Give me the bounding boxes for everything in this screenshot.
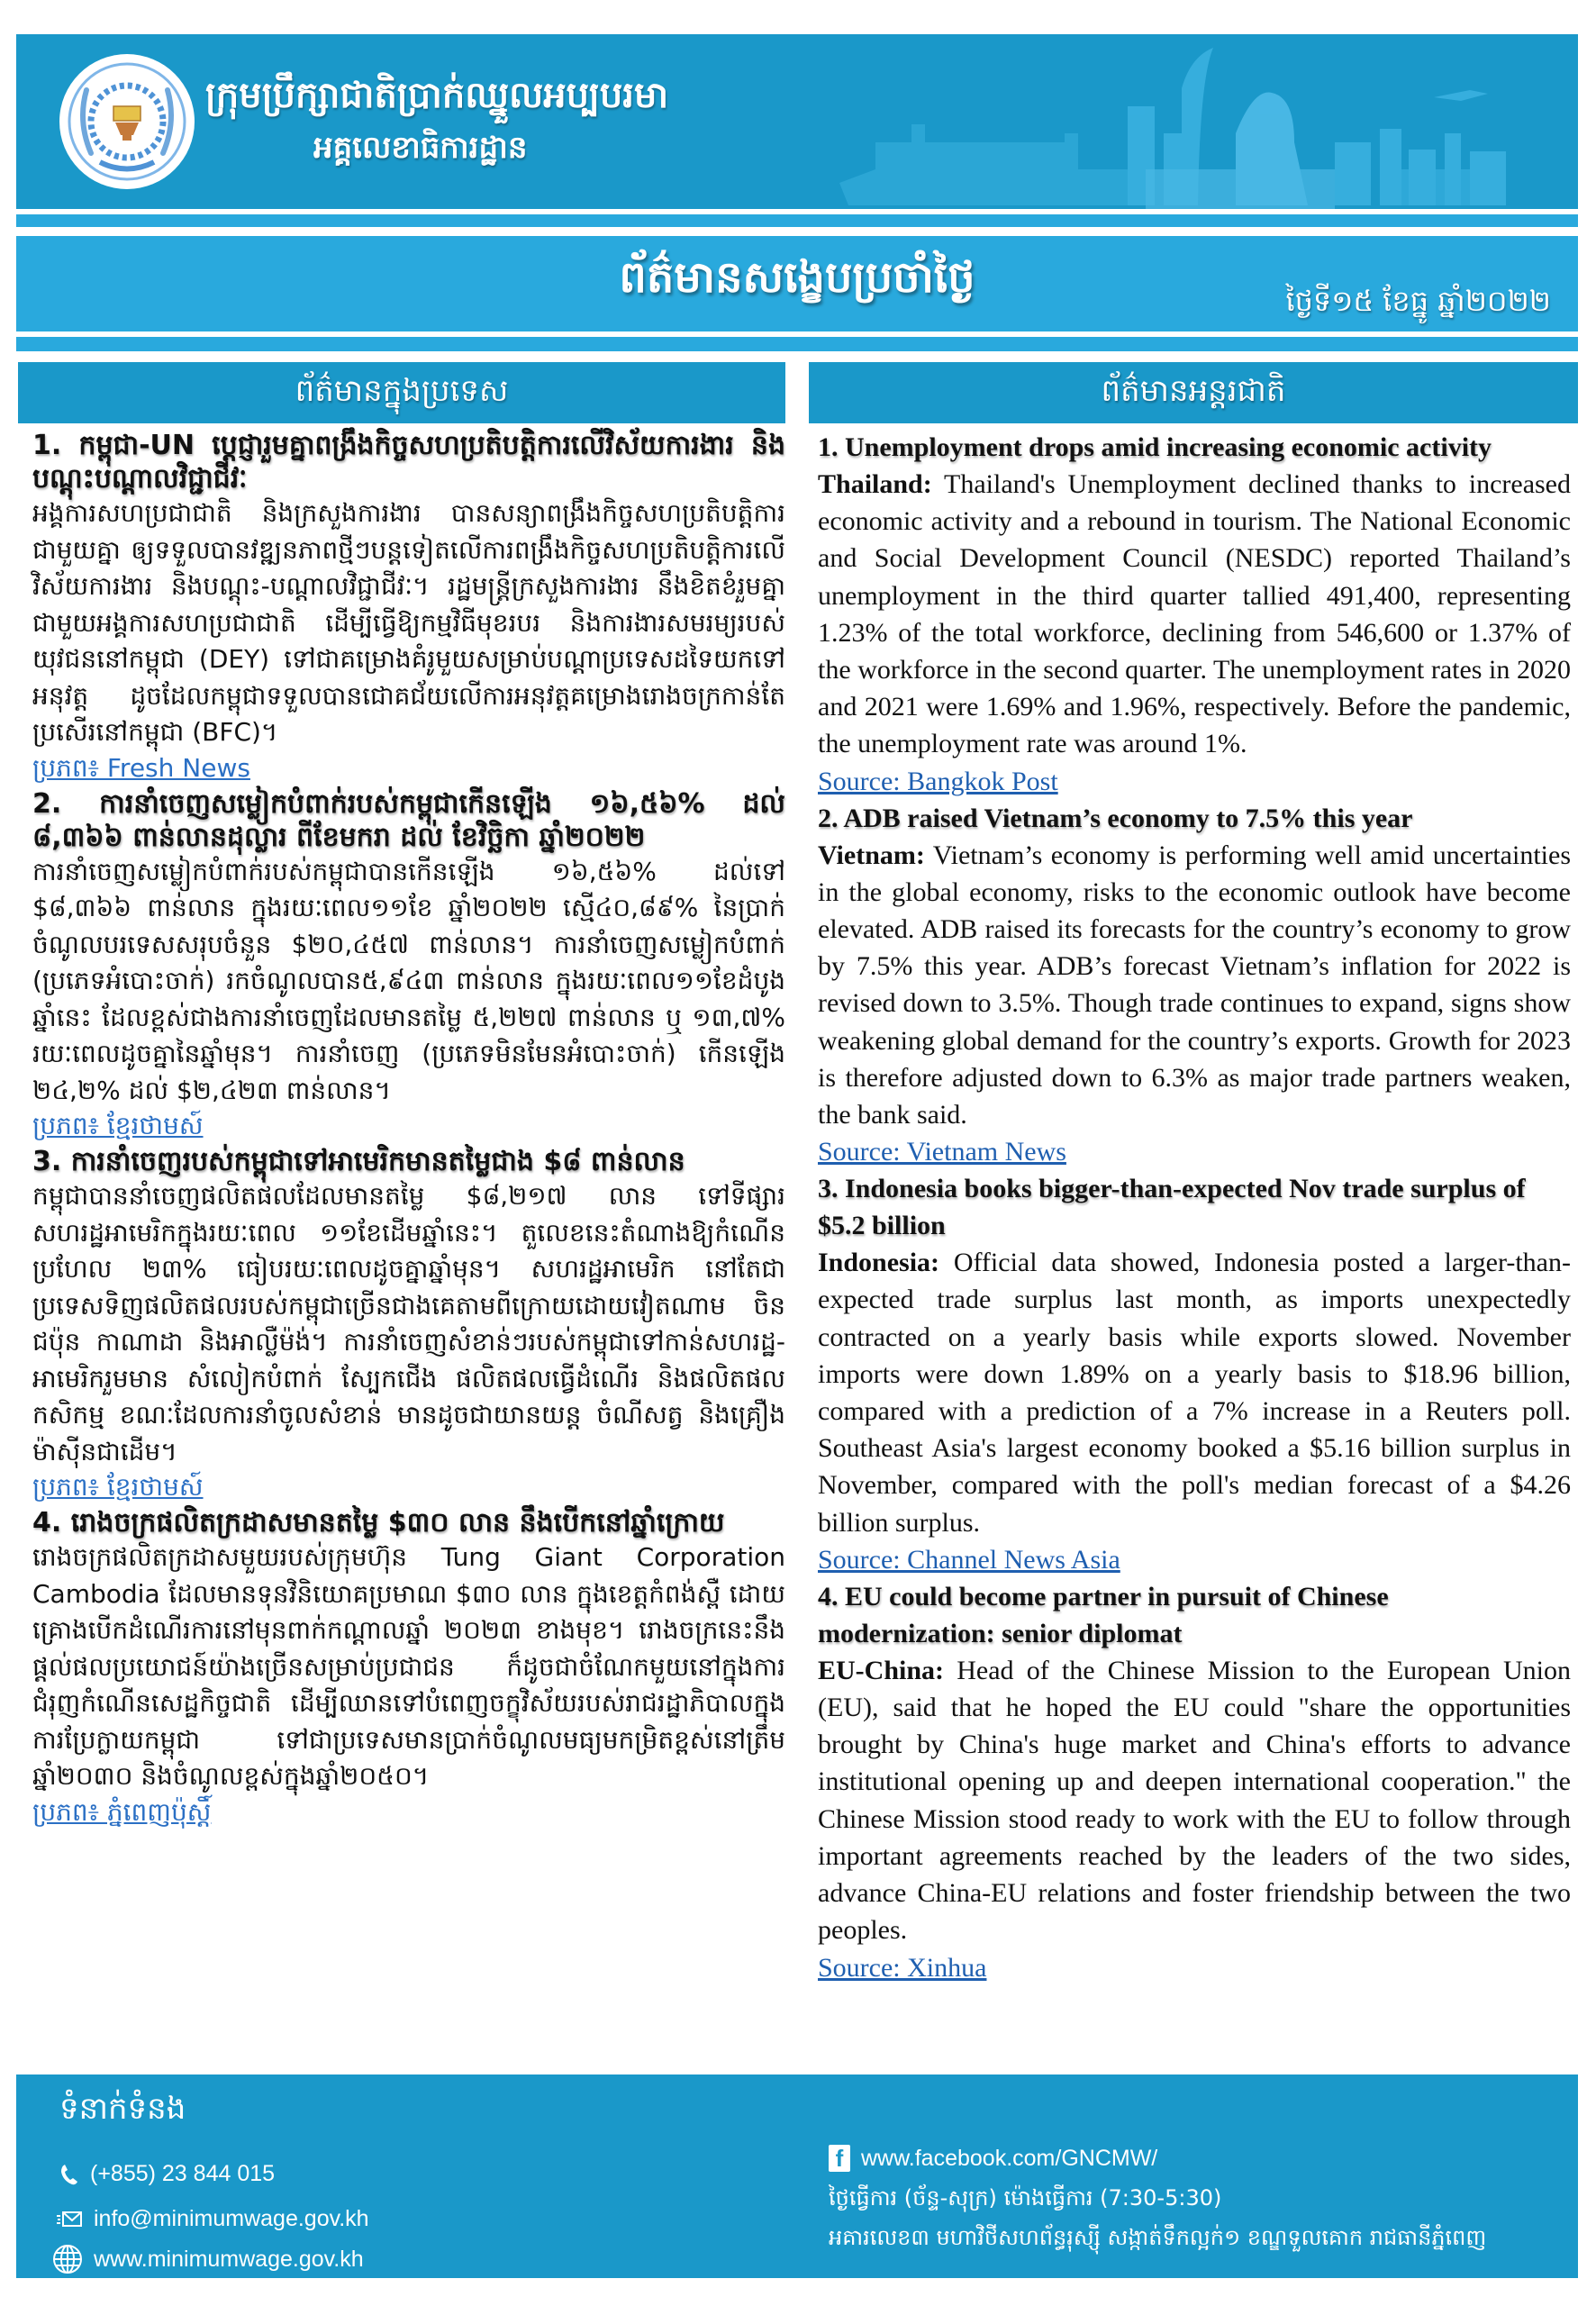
office-address: អគារលេខ៣ មហាវិថីសហព័ន្ធរុស្ស៊ី សង្កាត់ទឹកល្អក់១ ខណ្ឌទួលគោក រាជធានីភ្នំពេញ [829, 2225, 1487, 2250]
article-body [818, 837, 1571, 1134]
domestic-article [32, 787, 785, 1146]
article-text: Official data showed, Indonesia posted a larger-than-expected trade surplus last month, as imports unexpectedly contracted on a yearly basis while exports slowed. November imports were down 1.89% on a yearly basis to $18.96 billion, compared with a prediction of a 7% increase in a Reuters poll. Southeast Asia's largest economy booked a $5.16 billion surplus in November, compared with the poll's median forecast of a $4.26 billion surplus. [818, 1248, 1571, 1538]
article-body [818, 466, 1571, 763]
article-source-link[interactable]: Source: Vietnam News [818, 1137, 1066, 1167]
header-banner [16, 34, 1578, 209]
facebook-icon: f [829, 2145, 850, 2172]
article-body: ការនាំចេញសម្លៀកបំពាក់របស់កម្ពុជាបានកើនឡើង ១៦,៥៦% ដល់ទៅ $៨,៣៦៦ ពាន់លាន ក្នុងរយៈពេល១១ខែ ឆ្នាំ២០២២ ស្មើ៤០,៨៩% នៃប្រាក់ចំណូលបរទេសសរុបចំនួន $២០,៤៥៧ ពាន់លាន។ ការនាំចេញសម្លៀកបំពាក់ (ប្រភេទអំបោះចាក់) រកចំណូលបាន៥,៩៤៣ ពាន់លាន ក្នុងរយៈពេល១១ខែដំបូងឆ្នាំនេះ ដែលខ្ពស់ជាងការនាំចេញដែលមានតម្លៃ ៥,២២៧ ពាន់លាន ឬ ១៣,៧% រយៈពេលដូចគ្នានៃឆ្នាំមុន។ ការនាំចេញ (ប្រភេទមិនមែនអំបោះចាក់) កើនឡើង ២៤,២% ដល់ $២,៤២៣ ពាន់លាន។ [32, 856, 785, 1105]
organization-name: ក្រុមប្រឹក្សាជាតិប្រាក់ឈ្នួលអប្បបរមា [205, 74, 669, 116]
article-body: រោងចក្រផលិតក្រដាសមួយរបស់ក្រុមហ៊ុន Tung Giant Corporation Cambodia ដែលមានទុនវិនិយោគប្រមាណ $៣០ លាន ក្នុងខេត្តកំពង់ស្ពឺ ដោយគ្រោងបើកដំណើរការនៅមុនពាក់កណ្ដាលឆ្នាំ ២០២៣ ខាងមុខ។ រោងចក្រនេះនឹងផ្ដល់ផលប្រយោជន៍យ៉ាងច្រើនសម្រាប់ប្រជាជន ក៏ដូចជាចំណែកមួយនៅក្នុងការជំរុញកំណើនសេដ្ឋកិច្ចជាតិ ដើម្បីឈានទៅបំពេញចក្ខុវិស័យរបស់រាជរដ្ឋាភិបាលក្នុងការប្រែក្លាយកម្ពុជា ទៅជាប្រទេសមានប្រាក់ចំណូលមធ្យមកម្រិតខ្ពស់នៅត្រឹមឆ្នាំ២០៣០ និងចំណូលខ្ពស់ក្នុងឆ្នាំ២០៥០។ [32, 1542, 785, 1791]
article-body [818, 1652, 1571, 1949]
article-source-link[interactable]: Source: Xinhua [818, 1952, 987, 1983]
bulletin-date: ថ្ងៃទី១៥ ខែធ្នូ ឆ្នាំ២០២២ [1285, 284, 1551, 318]
organization-subtitle: អគ្គលេខាធិការដ្ឋាន [313, 130, 528, 166]
website-url: www.minimumwage.gov.kh [94, 2246, 364, 2272]
international-article [818, 800, 1571, 1171]
article-source-link[interactable]: ប្រភព៖ ខ្មែរថាមស៍ [32, 1472, 204, 1502]
international-article [818, 1578, 1571, 1986]
article-body [818, 1244, 1571, 1541]
contact-website[interactable] [52, 2244, 364, 2274]
skyline-illustration [767, 34, 1578, 209]
article-country-label: Vietnam: [818, 840, 925, 870]
article-text: Thailand's Unemployment declined thanks to increased economic activity and a rebound in tourism. The National Economic and Social Development Council (NESDC) reported Thailand’s unemployment in the third quarter tallied 491,400, representing 1.23% of the total workforce, declining from 546,600 or 1.37% of the workforce in the second quarter. The unemployment rates in 2020 and 2021 were 1.69% and 1.96%, respectively. Before the pandemic, the unemployment rate was around 1%. [818, 469, 1571, 759]
article-title: 2. ADB raised Vietnam’s economy to 7.5% this year [818, 803, 1413, 833]
article-source-link[interactable]: Source: Channel News Asia [818, 1544, 1120, 1575]
international-article [818, 1170, 1571, 1578]
organization-logo [59, 54, 195, 189]
international-news-column [818, 429, 1571, 1986]
domestic-news-column [32, 429, 785, 1831]
globe-icon [52, 2244, 83, 2274]
article-source-link[interactable]: ប្រភព៖ ខ្មែរថាមស៍ [32, 1111, 204, 1140]
facebook-url: www.facebook.com/GNCMW/ [861, 2145, 1158, 2171]
title-divider-band [16, 337, 1578, 351]
article-title: 4. EU could become partner in pursuit of Chinese modernization: senior diplomat [818, 1581, 1389, 1648]
email-icon [56, 2210, 83, 2229]
article-title: 3. ការនាំចេញរបស់កម្ពុជាទៅអាមេរិកមានតម្លៃជាង $៨ ពាន់លាន [32, 1146, 685, 1177]
contact-facebook[interactable] [829, 2145, 1157, 2172]
article-body: កម្ពុជាបាននាំចេញផលិតផលដែលមានតម្លៃ $៨,២១៧ លាន ទៅទីផ្សារសហរដ្ឋអាមេរិកក្នុងរយៈពេល ១១ខែដើមឆ្នាំនេះ។ តួលេខនេះតំណាងឱ្យកំណើនប្រហែល ២៣% ធៀបរយៈពេលដូចគ្នាឆ្នាំមុន។ សហរដ្ឋអាមេរិក នៅតែជាប្រទេសទិញផលិតផលរបស់កម្ពុជាច្រើនជាងគេតាមពីក្រោយដោយវៀតណាម ចិន ជប៉ុន កាណាដា និងអាល្លឺម៉ង់។ ការនាំចេញសំខាន់ៗរបស់កម្ពុជាទៅកាន់សហរដ្ឋ-អាមេរិករួមមាន សំលៀកបំពាក់ ស្បែកជើង ផលិតផលធ្វើដំណើរ និងផលិតផលកសិកម្ម ខណៈដែលការនាំចូលសំខាន់ មានដូចជាយានយន្ត ចំណីសត្វ និងគ្រឿងម៉ាស៊ីនជាដើម។ [32, 1181, 785, 1466]
article-body: អង្គការសហប្រជាជាតិ និងក្រសួងការងារ បានសន្យាពង្រឹងកិច្ចសហប្រតិបត្តិការជាមួយគ្នា ឲ្យទទួលបានវឌ្ឍនភាពថ្មីៗបន្តទៀតលើការពង្រឹងកិច្ចសហប្រតិបត្តិការលើវិស័យការងារ និងបណ្ដុះ-បណ្ដាលវិជ្ជាជីវៈ។ រដ្ឋមន្ត្រីក្រសួងការងារ នឹងខិតខំរួមគ្នាជាមួយអង្គការសហប្រជាជាតិ ដើម្បីធ្វើឱ្យកម្មវិធីមុខរបរ និងការងារសមរម្យរបស់យុវជននៅកម្ពុជា (DEY) ទៅជាគម្រោងគំរូមួយសម្រាប់បណ្ដាប្រទេសដទៃយកទៅអនុវត្ត ដូចដែលកម្ពុជាទទួលបានជោគជ័យលើការអនុវត្តគម្រោងរោងចក្រកាន់តែប្រសើរនៅកម្ពុជា (BFC)។ [32, 498, 785, 747]
article-title: 2. ការនាំចេញសម្លៀកបំពាក់របស់កម្ពុជាកើនឡើង ១៦,៥៦% ដល់ ៨,៣៦៦ ពាន់លានដុល្លារ ពីខែមករា ដល់ ខែវិច្ឆិកា ឆ្នាំ២០២២ [32, 787, 785, 853]
article-title: 1. កម្ពុជា-UN ប្ដេជ្ញារួមគ្នាពង្រឹងកិច្ចសហប្រតិបត្តិការលើវិស័យការងារ និងបណ្ដុះបណ្ដាលវិជ្ជាជីវៈ [32, 430, 785, 495]
article-country-label: Indonesia: [818, 1248, 940, 1278]
contact-phone[interactable] [59, 2161, 275, 2187]
article-source-link[interactable]: ប្រភព៖ ភ្នំពេញប៉ុស្ដិ៍ [32, 1796, 212, 1827]
article-title: 1. Unemployment drops amid increasing economic activity [818, 432, 1492, 462]
header-divider-band [16, 214, 1578, 227]
section-header-international: ព័ត៌មានអន្តរជាតិ [809, 362, 1578, 423]
article-country-label: EU-China: [818, 1655, 945, 1685]
international-article [818, 429, 1571, 800]
bulletin-title-band [16, 236, 1578, 331]
contact-footer [16, 2074, 1578, 2278]
domestic-article [32, 429, 785, 787]
phone-icon [59, 2163, 79, 2186]
article-title: 3. Indonesia books bigger-than-expected Nov trade surplus of $5.2 billion [818, 1174, 1526, 1241]
article-country-label: Thailand: [818, 469, 932, 499]
article-text: Vietnam’s economy is performing well amid uncertainties in the global economy, risks to the economic outlook have become elevated. ADB raised its forecasts for the country’s economy to grow by 7.5% this year. ADB’s forecast Vietnam’s inflation for 2022 is revised down to 3.5%. Though trade continues to expand, signs show weakening global demand for the country’s exports. Growth for 2023 is therefore adjusted down to 6.3% as major trade partners weaken, the bank said. [818, 840, 1571, 1130]
phone-number: (+855) 23 844 015 [90, 2161, 276, 2186]
article-source-link[interactable]: ប្រភព៖ Fresh News [32, 752, 250, 783]
domestic-article [32, 1506, 785, 1831]
email-address: info@minimumwage.gov.kh [94, 2206, 369, 2231]
office-hours: ថ្ងៃធ្វើការ (ច័ន្ទ-សុក្រ) ម៉ោងធ្វើការ (7:30-5:30) [829, 2185, 1222, 2211]
article-text: Head of the Chinese Mission to the European Union (EU), said that he hoped the EU could "share the opportunities brought by China's huge market and China's efforts to advance institutional opening up and deepen international cooperation." the Chinese Mission stood ready to work with the EU to follow through important agreements reached by the leaders of the two sides, advance China-EU relations and foster friendship between the two peoples. [818, 1655, 1571, 1946]
article-source-link[interactable]: Source: Bangkok Post [818, 766, 1058, 796]
section-header-domestic: ព័ត៌មានក្នុងប្រទេស [18, 362, 785, 423]
domestic-article [32, 1145, 785, 1506]
bulletin-title: ព័ត៌មានសង្ខេបប្រចាំថ្ងៃ [619, 252, 975, 303]
contact-email[interactable] [56, 2206, 369, 2232]
article-title: 4. រោងចក្រផលិតក្រដាសមានតម្លៃ $៣០ លាន នឹងបើកនៅឆ្នាំក្រោយ [32, 1507, 725, 1539]
contact-title: ទំនាក់ទំនង [59, 2091, 186, 2127]
